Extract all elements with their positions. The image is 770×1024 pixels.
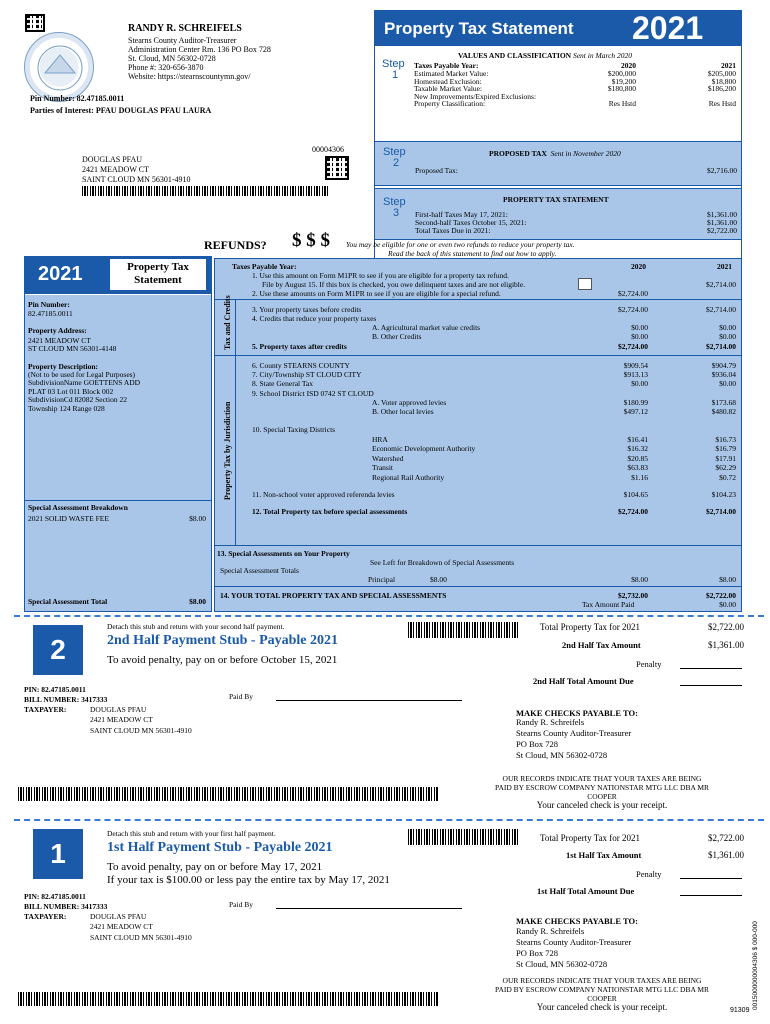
proposed-sent: Sent in November 2020 <box>550 149 621 158</box>
left-panel-year: 2021 <box>38 263 83 285</box>
transit-2020: $63.83 <box>627 463 648 472</box>
stub1-barcode-small <box>408 829 520 845</box>
stub1-receipt: Your canceled check is your receipt. <box>536 1002 668 1012</box>
vertical-label-credits: Tax and Credits <box>223 295 232 350</box>
stub1-avoid: To avoid penalty, pay on or before May 17, 2021 <box>107 861 323 873</box>
proposed-value: $2,716.00 <box>707 166 737 175</box>
refunds-label: REFUNDS? <box>204 238 267 252</box>
line12-2021: $2,714.00 <box>706 507 736 516</box>
line2: 2. Use these amounts on Form M1PR to see if you are eligible for a special refund. <box>252 289 501 298</box>
line14-2021: $2,722.00 <box>706 591 736 600</box>
property-address-label: Property Address: <box>28 326 87 335</box>
stub2-records3: COOPER <box>587 792 617 801</box>
stub2-due-label: 2nd Half Total Amount Due <box>533 676 634 686</box>
sa-total-value: $8.00 <box>189 597 206 606</box>
refunds-note2: Read the back of this statement to find out how to apply. <box>388 249 557 258</box>
table-vert-divider <box>235 299 236 545</box>
table-head-2020: 2020 <box>631 262 646 271</box>
stub1-due-label: 1st Half Total Amount Due <box>537 886 635 896</box>
line5-2021: $2,714.00 <box>706 342 736 351</box>
table-hline-1 <box>214 299 742 300</box>
stub1-c4: St Cloud, MN 56302-0728 <box>516 959 608 969</box>
line3-2020: $2,724.00 <box>618 305 648 314</box>
stub2-penalty-label: Penalty <box>636 659 662 669</box>
eda-label: Economic Development Authority <box>372 444 476 453</box>
line3: 3. Your property taxes before credits <box>252 305 362 314</box>
total-due-value: $2,722.00 <box>707 226 737 235</box>
left-panel-title-box <box>110 259 206 290</box>
line12-2020: $2,724.00 <box>618 507 648 516</box>
stub1-half-value: $1,361.00 <box>708 850 744 860</box>
step-word: Step <box>382 58 405 70</box>
stub2-total-label: Total Property Tax for 2021 <box>540 622 641 632</box>
county-seal <box>24 32 94 102</box>
property-desc3: PLAT 03 Lot 011 Block 002 <box>28 387 114 396</box>
line7: 7. City/Township ST CLOUD CITY <box>252 370 362 379</box>
office-website[interactable]: Website: https://stearnscountymn.gov/ <box>128 72 251 81</box>
first-half-label: First-half Taxes May 17, 2021: <box>415 210 508 219</box>
table-head-2021: 2021 <box>717 262 732 271</box>
sa-item-value: $8.00 <box>189 514 206 523</box>
refunds-dollars: $ $ $ <box>292 230 330 251</box>
transit-label: Transit <box>372 463 393 472</box>
line1-2021: $2,714.00 <box>706 280 736 289</box>
stub2-total-value: $2,722.00 <box>708 622 744 632</box>
step3-label <box>383 197 406 219</box>
pin-label: Pin Number: <box>28 300 70 309</box>
stub1-taxpayer-label: TAXPAYER: <box>24 912 67 921</box>
second-half-label: Second-half Taxes October 15, 2021: <box>415 218 527 227</box>
line4a: A. Agricultural market value credits <box>372 323 481 332</box>
line4b-2020: $0.00 <box>631 332 648 341</box>
principal-value: $8.00 <box>430 575 447 584</box>
stub1-tp2: 2421 MEADOW CT <box>90 922 153 931</box>
stub2-title: 2nd Half Payment Stub - Payable 2021 <box>107 633 339 648</box>
stub1-records1: OUR RECORDS INDICATE THAT YOUR TAXES ARE BEING <box>502 976 702 985</box>
line1b: File by August 15. If this box is checked, you owe delinquent taxes and are not eligible. <box>262 280 526 289</box>
line4a-2020: $0.00 <box>631 323 648 332</box>
line12: 12. Total Property tax before special assessments <box>252 507 408 516</box>
class-label: Property Classification: <box>414 99 486 108</box>
line9a: A. Voter approved levies <box>372 398 447 407</box>
qr-code-mail <box>325 156 349 180</box>
values-sent: Sent in March 2020 <box>572 51 633 60</box>
stub1-checks-label: MAKE CHECKS PAYABLE TO: <box>516 916 638 926</box>
principal-2020: $8.00 <box>631 575 648 584</box>
property-desc-label: Property Description: <box>28 362 99 371</box>
table-hline-3 <box>214 545 742 546</box>
watershed-label: Watershed <box>372 454 404 463</box>
taxpayer-street: 2421 MEADOW CT <box>82 165 149 174</box>
property-desc2: SubdivisionName GOETTENS ADD <box>28 378 141 387</box>
line6-2021: $904.79 <box>711 361 736 370</box>
line2-2020: $2,724.00 <box>618 289 648 298</box>
stub1-paid-by: Paid By <box>229 900 253 909</box>
stub2-records <box>452 774 752 810</box>
line11: 11. Non-school voter approved referenda levies <box>252 490 395 499</box>
office-name: Stearns County Auditor-Treasurer <box>128 36 237 45</box>
line9a-2020: $180.99 <box>623 398 648 407</box>
line14-2020: $2,732.00 <box>618 591 648 600</box>
stub1-title: 1st Half Payment Stub - Payable 2021 <box>107 840 333 855</box>
hra-2020: $16.41 <box>627 435 648 444</box>
hra-label: HRA <box>372 435 388 444</box>
pin-value: 82.47185.0011 <box>28 309 73 318</box>
treasurer-name: RANDY R. SCHREIFELS <box>128 23 242 34</box>
property-address1: 2421 MEADOW CT <box>28 336 91 345</box>
stub2-half-value: $1,361.00 <box>708 640 744 650</box>
stub1-c1: Randy R. Schreifels <box>516 926 585 936</box>
stub2-pin: PIN: 82.47185.0011 <box>24 685 86 694</box>
tax-paid-value: $0.00 <box>719 600 736 609</box>
stub1-penalty-field[interactable] <box>680 878 742 879</box>
stub1-avoid2: If your tax is $100.00 or less pay the entire tax by May 17, 2021 <box>107 874 390 886</box>
office-phone: Phone #: 320-656-3870 <box>128 63 204 72</box>
proposed-title <box>489 149 621 158</box>
mail-barcode <box>82 186 328 196</box>
stub2-penalty-field[interactable] <box>680 668 742 669</box>
stub2-half-label: 2nd Half Tax Amount <box>562 640 641 650</box>
values-head-2020: 2020 <box>621 61 636 70</box>
line13-see: See Left for Breakdown of Special Assessments <box>370 558 515 567</box>
stub1-pin: PIN: 82.47185.0011 <box>24 892 86 901</box>
stub2-checks-label: MAKE CHECKS PAYABLE TO: <box>516 708 638 718</box>
stub2-tp2: 2421 MEADOW CT <box>90 715 153 724</box>
stub1-page-code: 91309 <box>730 1007 750 1014</box>
hex-2021: $18,800 <box>711 77 736 86</box>
line14: 14. YOUR TOTAL PROPERTY TAX AND SPECIAL ASSESSMENTS <box>220 591 447 600</box>
stub2-number: 2 <box>50 634 66 665</box>
taxpayer-name: DOUGLAS PFAU <box>82 155 143 164</box>
line6: 6. County STEARNS COUNTY <box>252 361 350 370</box>
stub2-tp1: DOUGLAS PFAU <box>90 705 147 714</box>
line6-2020: $909.54 <box>623 361 648 370</box>
stub1-number: 1 <box>50 838 66 869</box>
line8-2021: $0.00 <box>719 379 736 388</box>
values-head-2021: 2021 <box>721 61 736 70</box>
step-word-3: Step <box>383 196 406 208</box>
rail-2021: $0.72 <box>719 473 736 482</box>
taxpayer-city: SAINT CLOUD MN 56301-4910 <box>82 175 191 184</box>
parties-of-interest: Parties of Interest: PFAU DOUGLAS PFAU LAURA <box>30 106 212 115</box>
stub2-bill: BILL NUMBER: 3417333 <box>24 695 108 704</box>
stub2-barcode-small <box>408 622 520 638</box>
class-2020: Res Hstd <box>608 99 636 108</box>
line9b-2020: $497.12 <box>623 407 648 416</box>
line5-2020: $2,724.00 <box>618 342 648 351</box>
stub2-avoid: To avoid penalty, pay on or before October 15, 2021 <box>107 654 338 666</box>
line13: 13. Special Assessments on Your Property <box>217 549 350 558</box>
table-head-label: Taxes Payable Year: <box>232 262 297 271</box>
pts-title: PROPERTY TAX STATEMENT <box>503 195 609 204</box>
stub2-c3: PO Box 728 <box>516 739 559 749</box>
line5: 5. Property taxes after credits <box>252 342 347 351</box>
hex-2020: $19,200 <box>611 77 636 86</box>
stub1-c3: PO Box 728 <box>516 948 559 958</box>
stub2-records2: PAID BY ESCROW COMPANY NATIONSTAR MTG LLC DBA MR <box>494 783 710 792</box>
tmv-label: Taxable Market Value: <box>414 84 483 93</box>
table-hline-2 <box>214 355 742 356</box>
stub2-records1: OUR RECORDS INDICATE THAT YOUR TAXES ARE BEING <box>502 774 702 783</box>
tax-paid-label: Tax Amount Paid <box>582 600 635 609</box>
line4a-2021: $0.00 <box>719 323 736 332</box>
statement-title: Property Tax Statement <box>384 19 574 38</box>
line11-2020: $104.65 <box>623 490 648 499</box>
stub2-c4: St Cloud, MN 56302-0728 <box>516 750 608 760</box>
stub1-bill: BILL NUMBER: 3417333 <box>24 902 108 911</box>
values-head-label: Taxes Payable Year: <box>414 61 479 70</box>
left-panel-title2: Statement <box>134 274 182 286</box>
line9a-2021: $173.68 <box>711 398 736 407</box>
stub1-records3: COOPER <box>587 994 617 1003</box>
step1-number: 1 <box>392 69 399 81</box>
values-title <box>458 51 632 60</box>
line8: 8. State General Tax <box>252 379 313 388</box>
stub2-tp3: SAINT CLOUD MN 56301-4910 <box>90 726 192 735</box>
stub2-number-box <box>33 625 83 675</box>
stub1-c2: Stearns County Auditor-Treasurer <box>516 937 632 947</box>
stub1-paid-by-field[interactable] <box>276 908 462 909</box>
values-title-text: VALUES AND CLASSIFICATION <box>458 51 572 60</box>
stub2-barcode-large <box>18 787 438 801</box>
step1-label <box>382 59 405 81</box>
line11-2021: $104.23 <box>711 490 736 499</box>
line9b: B. Other local levies <box>372 407 434 416</box>
tmv-2021: $186,200 <box>707 84 736 93</box>
line4: 4. Credits that reduce your property taxes <box>252 314 377 323</box>
stub2-cut-line <box>14 615 764 617</box>
hex-label: Homestead Exclusion: <box>414 77 482 86</box>
stub1-due-field[interactable] <box>680 895 742 896</box>
property-desc4: SubdivisionCd 82082 Section 22 <box>28 395 127 404</box>
property-address2: ST CLOUD MN 56301-4148 <box>28 344 117 353</box>
stub2-taxpayer-label: TAXPAYER: <box>24 705 67 714</box>
stub2-detach: Detach this stub and return with your second half payment. <box>107 622 285 631</box>
stub1-tp1: DOUGLAS PFAU <box>90 912 147 921</box>
stub1-records2: PAID BY ESCROW COMPANY NATIONSTAR MTG LLC DBA MR <box>494 985 710 994</box>
property-desc5: Township 124 Range 028 <box>28 404 105 413</box>
stub1-barcode-large <box>18 992 438 1006</box>
stub2-receipt: Your canceled check is your receipt. <box>536 800 668 810</box>
statement-title-bar <box>374 10 742 46</box>
line10: 10. Special Taxing Districts <box>252 425 336 434</box>
sa-breakdown-title: Special Assessment Breakdown <box>28 503 128 512</box>
sa-total-label: Special Assessment Total <box>28 597 108 606</box>
property-tax-statement-panel <box>374 188 742 240</box>
second-half-value: $1,361.00 <box>707 218 737 227</box>
transit-2021: $62.29 <box>715 463 736 472</box>
vertical-label-jurisdiction: Property Tax by Jurisdiction <box>223 401 232 500</box>
line8-2020: $0.00 <box>631 379 648 388</box>
delinquent-checkbox[interactable] <box>578 278 592 290</box>
eda-2021: $16.79 <box>715 444 736 453</box>
watershed-2020: $20.85 <box>627 454 648 463</box>
emv-2021: $205,000 <box>707 69 736 78</box>
office-address1: Administration Center Rm. 136 PO Box 728 <box>128 45 271 54</box>
stub2-paid-by: Paid By <box>229 692 253 701</box>
step3-number: 3 <box>393 207 400 219</box>
class-2021: Res Hstd <box>708 99 736 108</box>
line4b: B. Other Credits <box>372 332 422 341</box>
property-desc1: (Not to be used for Legal Purposes) <box>28 370 136 379</box>
emv-label: Estimated Market Value: <box>414 69 489 78</box>
line7-2021: $936.04 <box>711 370 736 379</box>
line1a: 1. Use this amount on Form M1PR to see if you are eligible for a property tax refund. <box>252 271 509 280</box>
stub1-half-label: 1st Half Tax Amount <box>566 850 642 860</box>
refunds-note1: You may be eligible for one or even two refunds to reduce your property tax. <box>346 240 575 249</box>
proposed-tax-panel <box>374 141 742 186</box>
stub1-total-label: Total Property Tax for 2021 <box>540 833 641 843</box>
emv-2020: $200,000 <box>607 69 636 78</box>
office-address2: St. Cloud, MN 56302-0728 <box>128 54 216 63</box>
stub2-c1: Randy R. Schreifels <box>516 717 585 727</box>
proposed-title-text: PROPOSED TAX <box>489 149 547 158</box>
rail-label: Regional Rail Authority <box>372 473 445 482</box>
stub1-total-value: $2,722.00 <box>708 833 744 843</box>
proposed-label: Proposed Tax: <box>415 166 458 175</box>
line9: 9. School District ISD 0742 ST CLOUD <box>252 389 374 398</box>
first-half-value: $1,361.00 <box>707 210 737 219</box>
stub1-cut-line <box>14 819 764 821</box>
hra-2021: $16.73 <box>715 435 736 444</box>
principal-label: Principal <box>368 575 396 584</box>
principal-2021: $8.00 <box>719 575 736 584</box>
stub1-side-code: 0015000000004306 $ 000-000 <box>752 921 759 1010</box>
total-due-label: Total Taxes Due in 2021: <box>415 226 491 235</box>
sa-item-label: 2021 SOLID WASTE FEE <box>28 514 109 523</box>
eda-2020: $16.32 <box>627 444 648 453</box>
stub1-number-box <box>33 829 83 879</box>
rail-2020: $1.16 <box>631 473 648 482</box>
document-number: 00004306 <box>312 145 344 154</box>
statement-year: 2021 <box>632 10 704 46</box>
stub1-detach: Detach this stub and return with your first half payment. <box>107 829 276 838</box>
stub2-due-field[interactable] <box>680 685 742 686</box>
sa-totals-label: Special Assessment Totals <box>220 566 299 575</box>
line7-2020: $913.13 <box>623 370 648 379</box>
left-panel-header <box>24 256 212 294</box>
line3-2021: $2,714.00 <box>706 305 736 314</box>
qr-code-top <box>25 14 45 32</box>
line9b-2021: $480.82 <box>711 407 736 416</box>
table-hline-4 <box>214 586 742 587</box>
step2-number: 2 <box>393 157 400 169</box>
pin-number: Pin Number: 82.47185.0011 <box>30 94 125 103</box>
tmv-2020: $180,800 <box>607 84 636 93</box>
stub1-tp3: SAINT CLOUD MN 56301-4910 <box>90 933 192 942</box>
watershed-2021: $17.91 <box>715 454 736 463</box>
newimp-label: New Improvements/Expired Exclusions: <box>414 92 537 101</box>
step-word-2: Step <box>383 146 406 158</box>
line4b-2021: $0.00 <box>719 332 736 341</box>
left-panel-title1: Property Tax <box>127 261 189 273</box>
stub2-paid-by-field[interactable] <box>276 700 462 701</box>
stub2-c2: Stearns County Auditor-Treasurer <box>516 728 632 738</box>
stub1-records <box>452 976 752 1012</box>
stub1-penalty-label: Penalty <box>636 869 662 879</box>
step2-label <box>383 147 406 169</box>
